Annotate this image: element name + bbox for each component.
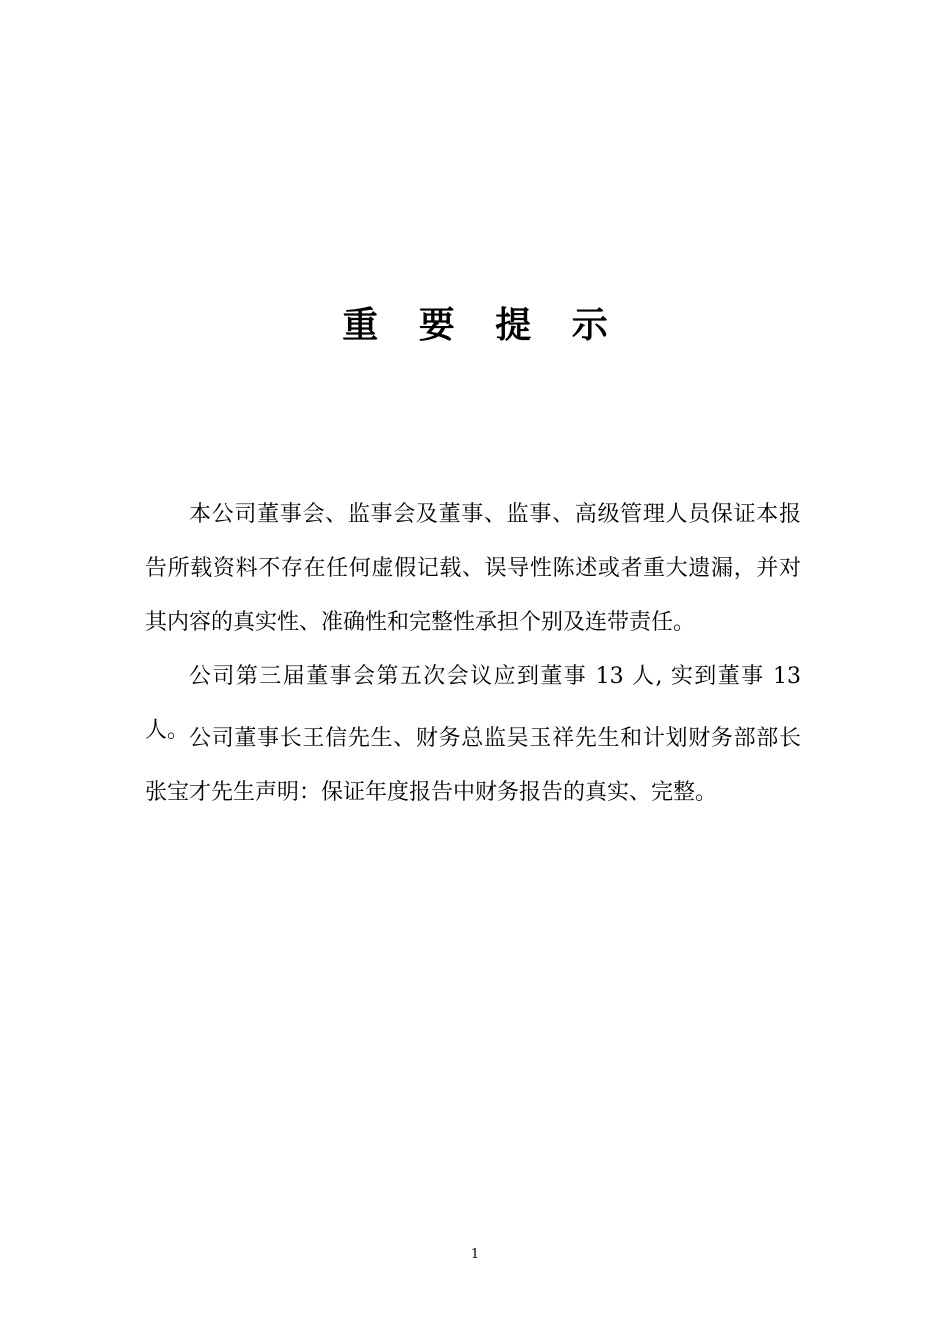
paragraph-board-attendance: 公司第三届董事会第五次会议应到董事 13 人, 实到董事 13 人。 <box>145 664 801 743</box>
paragraph-responsibility-statement: 本公司董事会、监事会及董事、监事、高级管理人员保证本报告所载资料不存在任何虚假记载、误导性陈述或者重大遗漏，并对其内容的真实性、准确性和完整性承担个别及连带责任。 <box>145 502 801 635</box>
paragraph-financial-declaration: 公司董事长王信先生、财务总监吴玉祥先生和计划财务部部长张宝才先生声明：保证年度报告中财务报告的真实、完整。 <box>145 726 801 805</box>
page-title: 重 要 提 示 <box>342 305 622 346</box>
page-number: 1 <box>470 1247 480 1262</box>
